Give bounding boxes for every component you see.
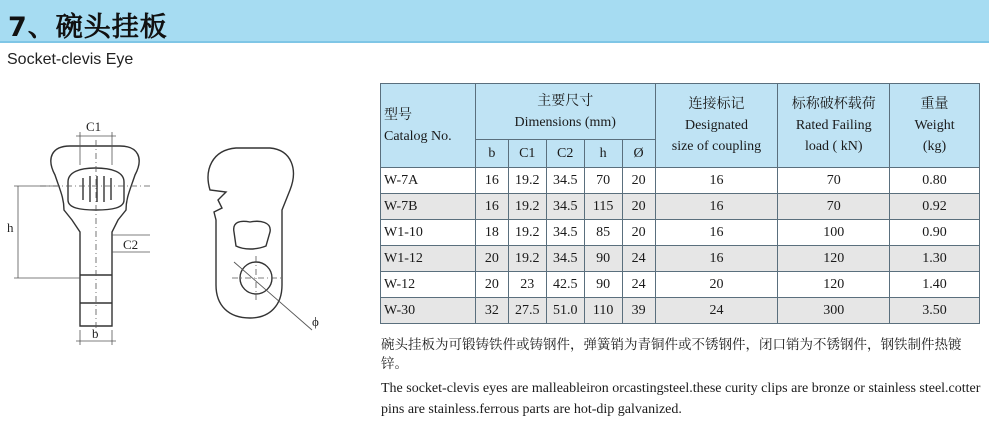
cell-dia: 39 xyxy=(622,298,655,324)
cell-c2: 34.5 xyxy=(546,194,584,220)
table-row xyxy=(381,272,980,298)
table-row xyxy=(381,298,980,324)
header-load: 标称破杯载荷 Rated Failing load ( kN) xyxy=(778,84,890,168)
cell-c2: 51.0 xyxy=(546,298,584,324)
cell-weight: 0.80 xyxy=(890,168,980,194)
table-row xyxy=(381,220,980,246)
cell-load: 120 xyxy=(778,246,890,272)
cell-catalog: W-30 xyxy=(381,298,476,324)
cell-c1: 23 xyxy=(508,272,546,298)
cell-weight: 1.40 xyxy=(890,272,980,298)
cell-load: 100 xyxy=(778,220,890,246)
front-view-drawing xyxy=(51,146,139,326)
cell-catalog: W1-12 xyxy=(381,246,476,272)
cell-b: 20 xyxy=(475,272,508,298)
cell-coupling: 24 xyxy=(655,298,778,324)
cell-c1: 19.2 xyxy=(508,168,546,194)
header-catalog: 型号 Catalog No. xyxy=(381,84,476,168)
cell-dia: 24 xyxy=(622,246,655,272)
note-english: The socket-clevis eyes are malleableiron orcastingsteel.these curity clips are bronze or stainless steel.cotter pins are stainless.ferrous parts are hot-dip galvanized. xyxy=(381,381,981,417)
header-h: h xyxy=(584,140,622,168)
cell-c2: 34.5 xyxy=(546,246,584,272)
table-row xyxy=(381,194,980,220)
cell-dia: 24 xyxy=(622,272,655,298)
cell-c2: 34.5 xyxy=(546,168,584,194)
cell-h: 70 xyxy=(584,168,622,194)
cell-c1: 19.2 xyxy=(508,246,546,272)
cell-load: 70 xyxy=(778,168,890,194)
cell-catalog: W-7B xyxy=(381,194,476,220)
cell-b: 18 xyxy=(475,220,508,246)
cell-coupling: 16 xyxy=(655,168,778,194)
cell-h: 85 xyxy=(584,220,622,246)
cell-coupling: 20 xyxy=(655,272,778,298)
phi-leader xyxy=(234,262,312,330)
c1-label: C1 xyxy=(86,119,102,134)
phi-label: ϕ xyxy=(312,314,319,329)
header-dia: Ø xyxy=(622,140,655,168)
cell-h: 90 xyxy=(584,272,622,298)
technical-drawings xyxy=(0,90,375,350)
cell-coupling: 16 xyxy=(655,246,778,272)
cell-dia: 20 xyxy=(622,168,655,194)
title-banner xyxy=(0,0,989,43)
cell-b: 16 xyxy=(475,194,508,220)
specification-table xyxy=(380,83,980,324)
header-weight: 重量 Weight (kg) xyxy=(890,84,980,168)
cell-coupling: 16 xyxy=(655,194,778,220)
header-c2: C2 xyxy=(546,140,584,168)
cell-dia: 20 xyxy=(622,194,655,220)
cell-coupling: 16 xyxy=(655,220,778,246)
cell-c1: 27.5 xyxy=(508,298,546,324)
table-row xyxy=(381,168,980,194)
table-row xyxy=(381,246,980,272)
cell-c1: 19.2 xyxy=(508,220,546,246)
cell-catalog: W-12 xyxy=(381,272,476,298)
side-view-drawing xyxy=(208,148,293,318)
cell-h: 90 xyxy=(584,246,622,272)
cell-c2: 34.5 xyxy=(546,220,584,246)
cell-b: 20 xyxy=(475,246,508,272)
cell-weight: 0.90 xyxy=(890,220,980,246)
cell-weight: 3.50 xyxy=(890,298,980,324)
cell-b: 16 xyxy=(475,168,508,194)
note-chinese: 碗头挂板为可锻铸铁件或铸钢件，弹簧销为青铜件或不锈钢件，闭口销为不锈钢件，钢铁制件热镀锌。 xyxy=(381,337,962,372)
page-title: 7、碗头挂板 xyxy=(8,12,168,43)
table-header-row xyxy=(381,84,980,140)
header-coupling: 连接标记 Designated size of coupling xyxy=(655,84,778,168)
cell-load: 70 xyxy=(778,194,890,220)
cell-b: 32 xyxy=(475,298,508,324)
h-label: h xyxy=(7,220,14,235)
cell-weight: 1.30 xyxy=(890,246,980,272)
b-label: b xyxy=(92,326,99,341)
cell-c1: 19.2 xyxy=(508,194,546,220)
cell-weight: 0.92 xyxy=(890,194,980,220)
header-c1: C1 xyxy=(508,140,546,168)
header-b: b xyxy=(475,140,508,168)
header-dimensions: 主要尺寸 Dimensions (mm) xyxy=(475,84,655,140)
cell-h: 110 xyxy=(584,298,622,324)
cell-dia: 20 xyxy=(622,220,655,246)
cell-load: 300 xyxy=(778,298,890,324)
page-subtitle: Socket-clevis Eye xyxy=(7,51,134,68)
cell-load: 120 xyxy=(778,272,890,298)
c2-label: C2 xyxy=(123,237,139,252)
cell-catalog: W1-10 xyxy=(381,220,476,246)
cell-c2: 42.5 xyxy=(546,272,584,298)
cell-catalog: W-7A xyxy=(381,168,476,194)
cell-h: 115 xyxy=(584,194,622,220)
